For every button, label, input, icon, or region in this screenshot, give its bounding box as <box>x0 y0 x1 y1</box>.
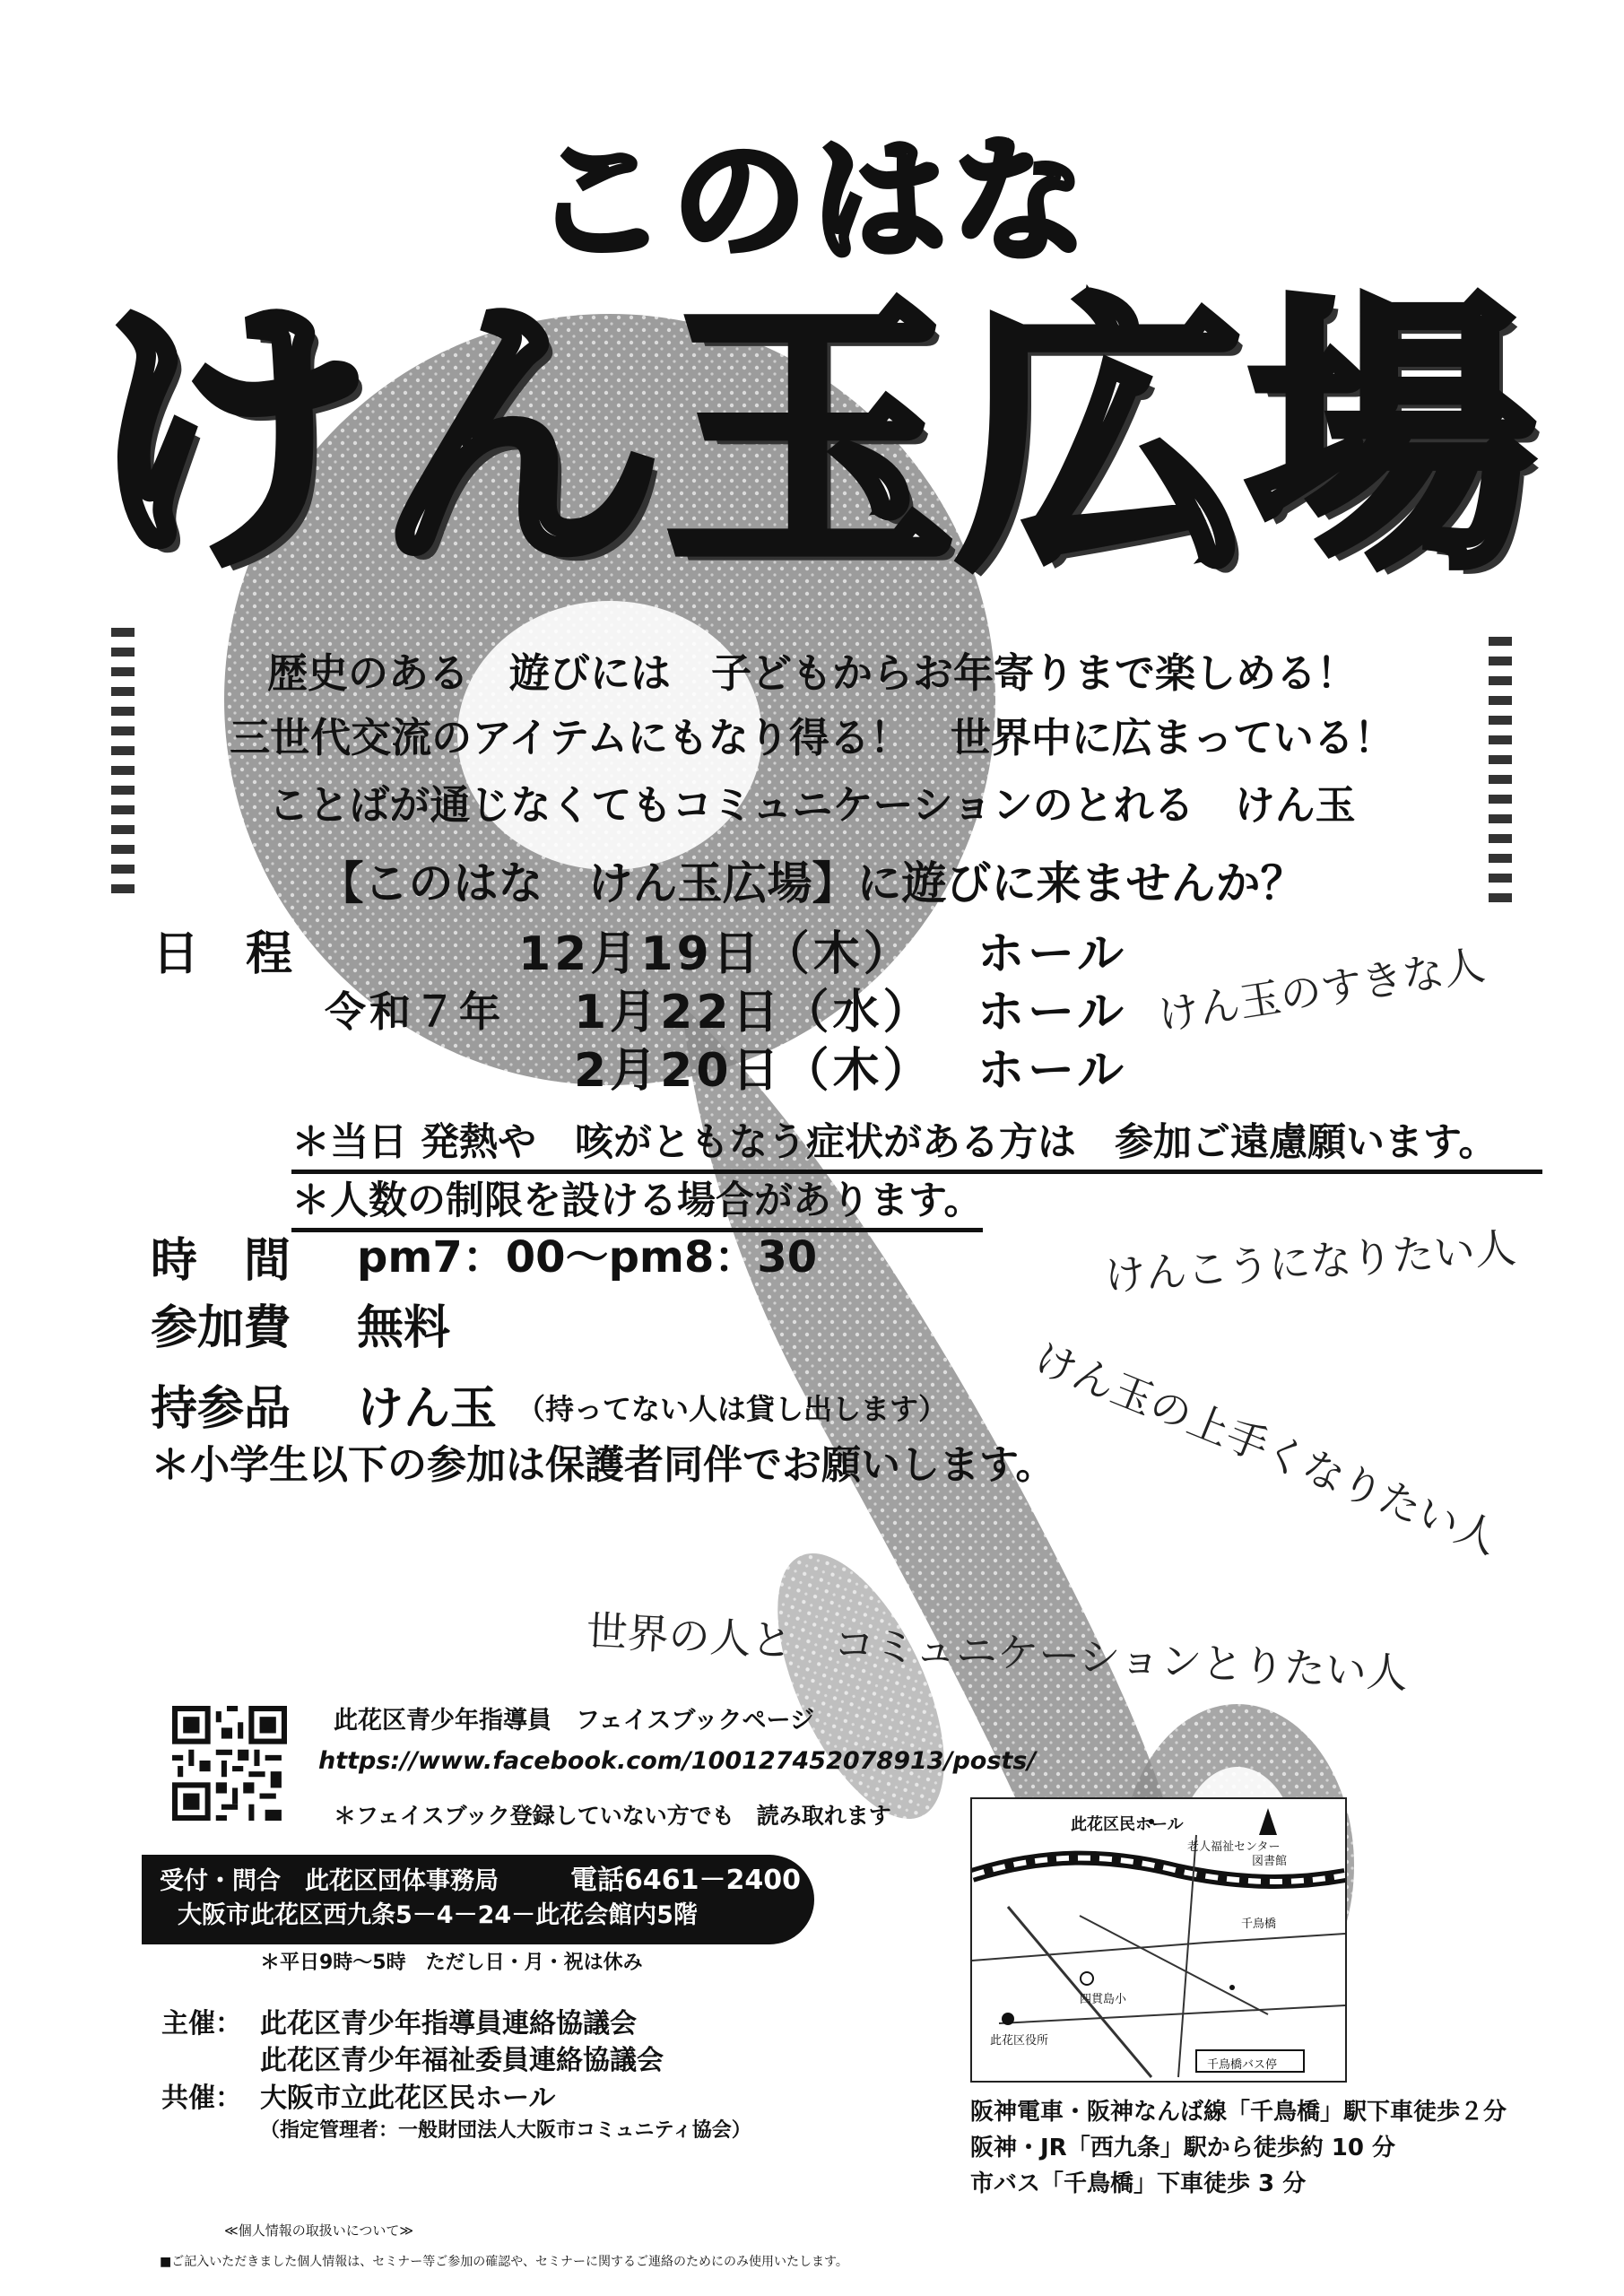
privacy-title: ≪個人情報の取扱いについて≫ <box>224 2222 414 2239</box>
title-sub: このはな <box>532 124 1092 280</box>
intro-line-4: 【このはな けん玉広場】に遊びに来ませんか？ <box>318 857 1306 909</box>
contact-address: 大阪市此花区西九条5－4－24－此花会館内5階 <box>178 1901 698 1929</box>
access-line-1: 阪神電車・阪神なんば線「千鳥橋」駅下車徒歩２分 <box>970 2099 1507 2126</box>
map-label-hall: 此花区民ホール <box>1071 1815 1184 1834</box>
facebook-note: ＊フェイスブック登録していない方でも 読み取れます <box>334 1803 891 1829</box>
privacy-body: ■ご記入いただきました個人情報は、セミナー等ご参加の確認や、セミナーに関するご連絡のためにのみ使用いたします。 <box>160 2255 848 2269</box>
contact-hours: ＊平日9時～5時 ただし日・月・祝は休み <box>260 1952 643 1974</box>
bring-label: 持参品 <box>151 1382 291 1436</box>
fee-value: 無料 <box>357 1301 451 1355</box>
note-fever: ＊当日 発熱や 咳がともなう症状がある方は 参加ご遠慮願います。 <box>291 1124 1542 1174</box>
time-value: pm7：00～pm8：30 <box>357 1232 818 1283</box>
time-label: 時 間 <box>151 1234 291 1288</box>
host-1: 此花区青少年指導員連絡協議会 <box>260 2008 637 2039</box>
bring-value: けん玉 <box>357 1382 498 1436</box>
schedule-date-3: 2月20日（木） <box>574 1044 934 1098</box>
map-label-school: 四貫島小 <box>1080 1993 1127 2006</box>
contact-phone: 電話6461－2400 <box>570 1865 801 1896</box>
schedule-place-2: ホール <box>977 986 1127 1039</box>
bring-note: （持ってない人は貸し出します） <box>517 1392 948 1426</box>
access-map <box>970 1797 1347 2083</box>
map-label-station: 千鳥橋 <box>1241 1918 1277 1931</box>
map-label-ward-office: 此花区役所 <box>990 2034 1049 2048</box>
access-line-2: 阪神・JR「西九条」駅から徒歩約 10 分 <box>970 2135 1395 2161</box>
title-main: けん玉広場 <box>85 273 1539 606</box>
map-label-library: 図書館 <box>1252 1855 1288 1868</box>
handwritten-likes: けん玉のすきな人 <box>1154 940 1489 1040</box>
schedule-place-1: ホール <box>977 927 1127 981</box>
guardian-note: ＊小学生以下の参加は保護者同伴でお願いします。 <box>151 1442 1055 1488</box>
cohost: 大阪市立此花区民ホール <box>260 2083 556 2114</box>
handwritten-better: けん玉の上手くなりたい人 <box>1028 1333 1506 1564</box>
host-2: 此花区青少年福祉委員連絡協議会 <box>260 2045 664 2076</box>
cohost-label: 共催： <box>161 2083 242 2114</box>
cohost-note: （指定管理者：一般財団法人大阪市コミュニティ協会） <box>260 2119 751 2142</box>
qr-code[interactable] <box>172 1706 287 1821</box>
handwritten-world: 世界の人と コミュニケーションとりたい人 <box>585 1606 1410 1698</box>
schedule-era: 令和７年 <box>325 987 504 1036</box>
intro-line-1: 歴史のある 遊びには 子どもからお年寄りまで楽しめる！ <box>266 649 1357 697</box>
schedule-place-3: ホール <box>977 1044 1127 1098</box>
contact-reception: 受付・問合 此花区団体事務局 <box>160 1867 499 1895</box>
schedule-date-1: 12月19日（木） <box>518 927 914 981</box>
intro-line-2: 三世代交流のアイテムにもなり得る！ 世界中に広まっている！ <box>230 714 1394 761</box>
note-limit: ＊人数の制限を設ける場合があります。 <box>291 1182 983 1232</box>
map-label-bus: 千鳥橋バス停 <box>1207 2058 1278 2072</box>
schedule-date-2: 1月22日（水） <box>574 986 934 1039</box>
host-label: 主催： <box>161 2008 242 2039</box>
handwritten-healthy: けんこうになりたい人 <box>1102 1222 1518 1300</box>
facebook-url[interactable]: https://www.facebook.com/100127452078913/posts/ <box>318 1747 1037 1775</box>
facebook-page-name: 此花区青少年指導員 フェイスブックページ <box>334 1707 814 1735</box>
map-label-center: 老人福祉センター <box>1187 1840 1281 1854</box>
access-line-3: 市バス「千鳥橋」下車徒歩 3 分 <box>970 2170 1307 2197</box>
schedule-label: 日 程 <box>152 927 293 981</box>
fee-label: 参加費 <box>151 1301 291 1355</box>
intro-line-3: ことばが通じなくてもコミュニケーションのとれる けん玉 <box>268 781 1356 829</box>
contact-box <box>142 1855 814 1944</box>
